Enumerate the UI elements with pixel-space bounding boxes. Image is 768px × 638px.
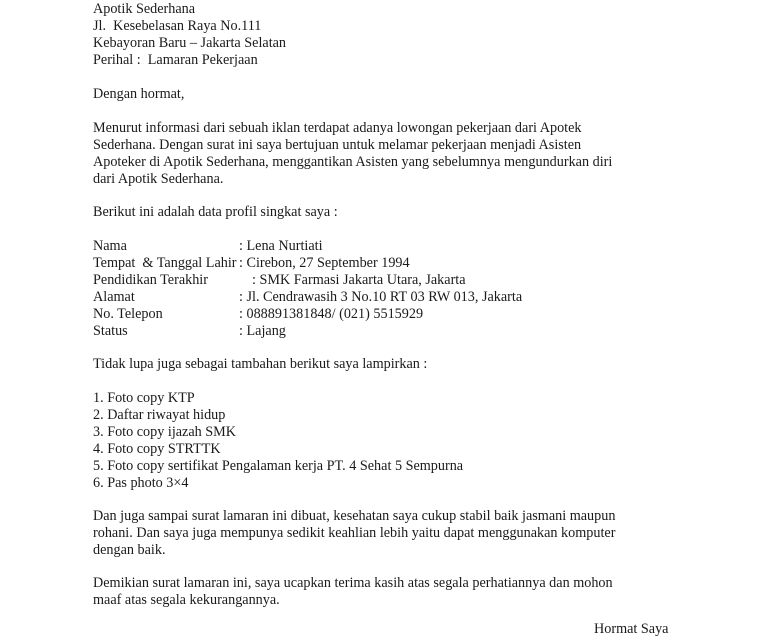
profile-value: : SMK Farmasi Jakarta Utara, Jakarta [252, 272, 466, 288]
health-line-2: rohani. Dan saya juga mempunya sedikit keahlian lebih yaitu dapat menggunakan komputer [93, 525, 616, 541]
attachments-intro: Tidak lupa juga sebagai tambahan berikut saya lampirkan : [93, 356, 428, 372]
recipient-name: Apotik Sederhana [93, 1, 196, 17]
recipient-city: Kebayoran Baru – Jakarta Selatan [93, 35, 287, 51]
profile-row-address [93, 289, 522, 306]
attachment-item: 1. Foto copy KTP [93, 390, 195, 406]
intro-line-2: Sederhana. Dengan surat ini saya bertujuan untuk melamar pekerjaan menjadi Asisten [93, 137, 582, 153]
health-line-1: Dan juga sampai surat lamaran ini dibuat, kesehatan saya cukup stabil baik jasmani maupun [93, 508, 616, 524]
closing-signature: Hormat Saya [594, 621, 669, 637]
profile-value: : Cirebon, 27 September 1994 [239, 255, 410, 271]
profile-row-name [93, 238, 323, 255]
attachment-item: 5. Foto copy sertifikat Pengalaman kerja PT. 4 Sehat 5 Sempurna [93, 458, 464, 474]
profile-value: : Lajang [239, 323, 286, 339]
profile-row-birth [93, 255, 410, 272]
profile-label: No. Telepon [93, 306, 163, 322]
greeting: Dengan hormat, [93, 86, 185, 102]
intro-line-1: Menurut informasi dari sebuah iklan terdapat adanya lowongan pekerjaan dari Apotek [93, 120, 582, 136]
intro-line-4: dari Apotik Sederhana. [93, 171, 224, 187]
profile-label: Tempat & Tanggal Lahir [93, 255, 237, 271]
recipient-street: Jl. Kesebelasan Raya No.111 [93, 18, 262, 34]
profile-value: : Lena Nurtiati [239, 238, 323, 254]
profile-value: : Jl. Cendrawasih 3 No.10 RT 03 RW 013, Jakarta [239, 289, 523, 305]
profile-label: Pendidikan Terakhir [93, 272, 208, 288]
profile-label: Nama [93, 238, 127, 254]
profile-label: Status [93, 323, 128, 339]
profile-label: Alamat [93, 289, 135, 305]
subject-line: Perihal : Lamaran Pekerjaan [93, 52, 258, 68]
attachment-item: 3. Foto copy ijazah SMK [93, 424, 237, 440]
profile-intro: Berikut ini adalah data profil singkat saya : [93, 204, 338, 220]
attachment-item: 2. Daftar riwayat hidup [93, 407, 226, 423]
intro-line-3: Apoteker di Apotik Sederhana, menggantikan Asisten yang sebelumnya mengundurkan diri [93, 154, 613, 170]
closing-line-1: Demikian surat lamaran ini, saya ucapkan terima kasih atas segala perhatiannya dan mohon [93, 575, 613, 591]
profile-row-status [93, 323, 286, 340]
attachment-item: 6. Pas photo 3×4 [93, 475, 189, 491]
health-line-3: dengan baik. [93, 542, 166, 558]
attachment-item: 4. Foto copy STRTTK [93, 441, 221, 457]
profile-row-phone [93, 306, 423, 323]
closing-line-2: maaf atas segala kekurangannya. [93, 592, 280, 608]
profile-value: : 088891381848/ (021) 5515929 [239, 306, 424, 322]
profile-row-education [93, 272, 466, 289]
